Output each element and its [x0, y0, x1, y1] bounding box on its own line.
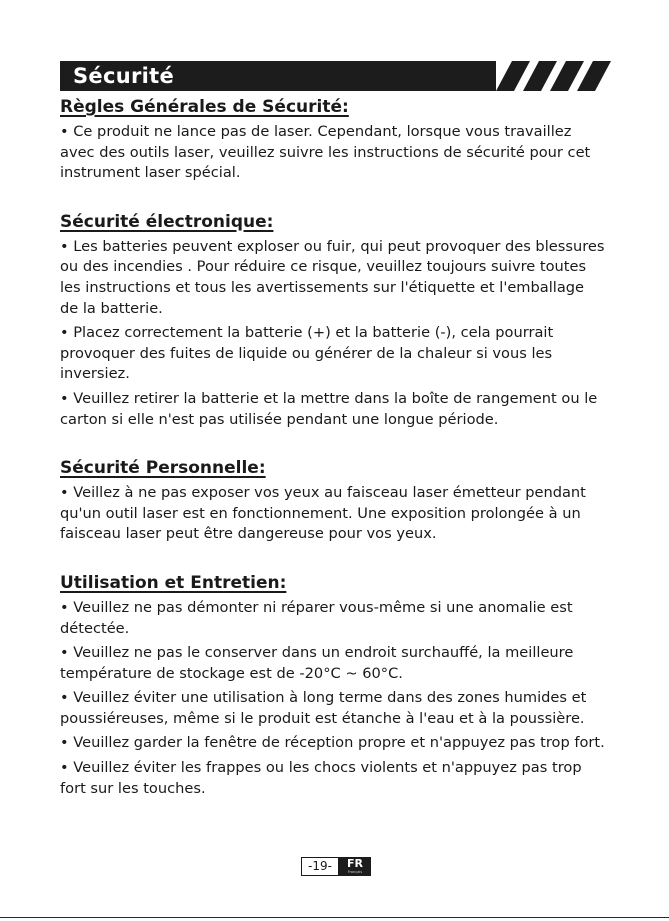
document-body: [60, 96, 605, 826]
page-bottom-rule: [0, 917, 669, 918]
language-name: Français: [347, 870, 363, 874]
language-badge: [339, 857, 371, 876]
stripe: [496, 61, 530, 91]
section-electronic-safety: [60, 211, 605, 430]
paragraph: • Veuillez éviter les frappes ou les chocs violents et n'appuyez pas trop fort sur les touches.: [60, 759, 582, 797]
paragraph: • Veuillez retirer la batterie et la mettre dans la boîte de rangement ou le carton si elle n'est pas utilisée pendant une longue période.: [60, 389, 598, 428]
language-code: FR: [346, 857, 363, 870]
paragraph: • Veuillez ne pas démonter ni réparer vous-même si une anomalie est détectée.: [60, 598, 573, 637]
section-title: Sécurité: [73, 64, 175, 88]
page-footer: [301, 857, 371, 876]
stripe: [577, 61, 611, 91]
section-heading: Sécurité électronique:: [60, 211, 274, 232]
paragraph: • Veuillez garder la fenêtre de réception propre et n'appuyez pas trop fort.: [60, 734, 605, 752]
paragraph: • Veillez à ne pas exposer vos yeux au faisceau laser émetteur pendant qu'un outil laser est en fonctionnement. Une exposition prolongée à un faisceau laser peut être dangereuse pour vos yeux.: [60, 484, 586, 543]
section-heading: Règles Générales de Sécurité:: [60, 97, 349, 117]
page-number: -19-: [301, 857, 339, 876]
stripe: [523, 61, 557, 91]
paragraph: • Veuillez ne pas le conserver dans un endroit surchauffé, la meilleure température de stockage est de -20°C ~ 60°C.: [60, 644, 574, 682]
section-heading: Sécurité Personnelle:: [60, 458, 266, 479]
section-personal-safety: [60, 457, 605, 545]
section-heading: Utilisation et Entretien:: [60, 572, 287, 593]
paragraph: • Veuillez éviter une utilisation à long terme dans des zones humides et poussiéreuses, même si le produit est étanche à l'eau et à la poussière.: [60, 689, 587, 727]
section-use-maintenance: [60, 572, 605, 799]
stripe: [550, 61, 584, 91]
paragraph: • Ce produit ne lance pas de laser. Cependant, lorsque vous travaillez avec des outils laser, veuillez suivre les instructions de sécurité pour cet instrument laser spécial.: [60, 123, 591, 182]
paragraph: • Placez correctement la batterie (+) et la batterie (-), cela pourrait provoquer des fuites de liquide ou générer de la chaleur si vous les inversiez.: [60, 324, 554, 383]
decorative-stripes: [496, 61, 611, 91]
paragraph: • Les batteries peuvent exploser ou fuir, qui peut provoquer des blessures ou des incendies . Pour réduire ce risque, veuillez toujours suivre toutes les instructions et tous les avertissements sur l'étiquette et l'emballage de la batterie.: [60, 237, 605, 317]
section-general-safety: [60, 96, 605, 184]
